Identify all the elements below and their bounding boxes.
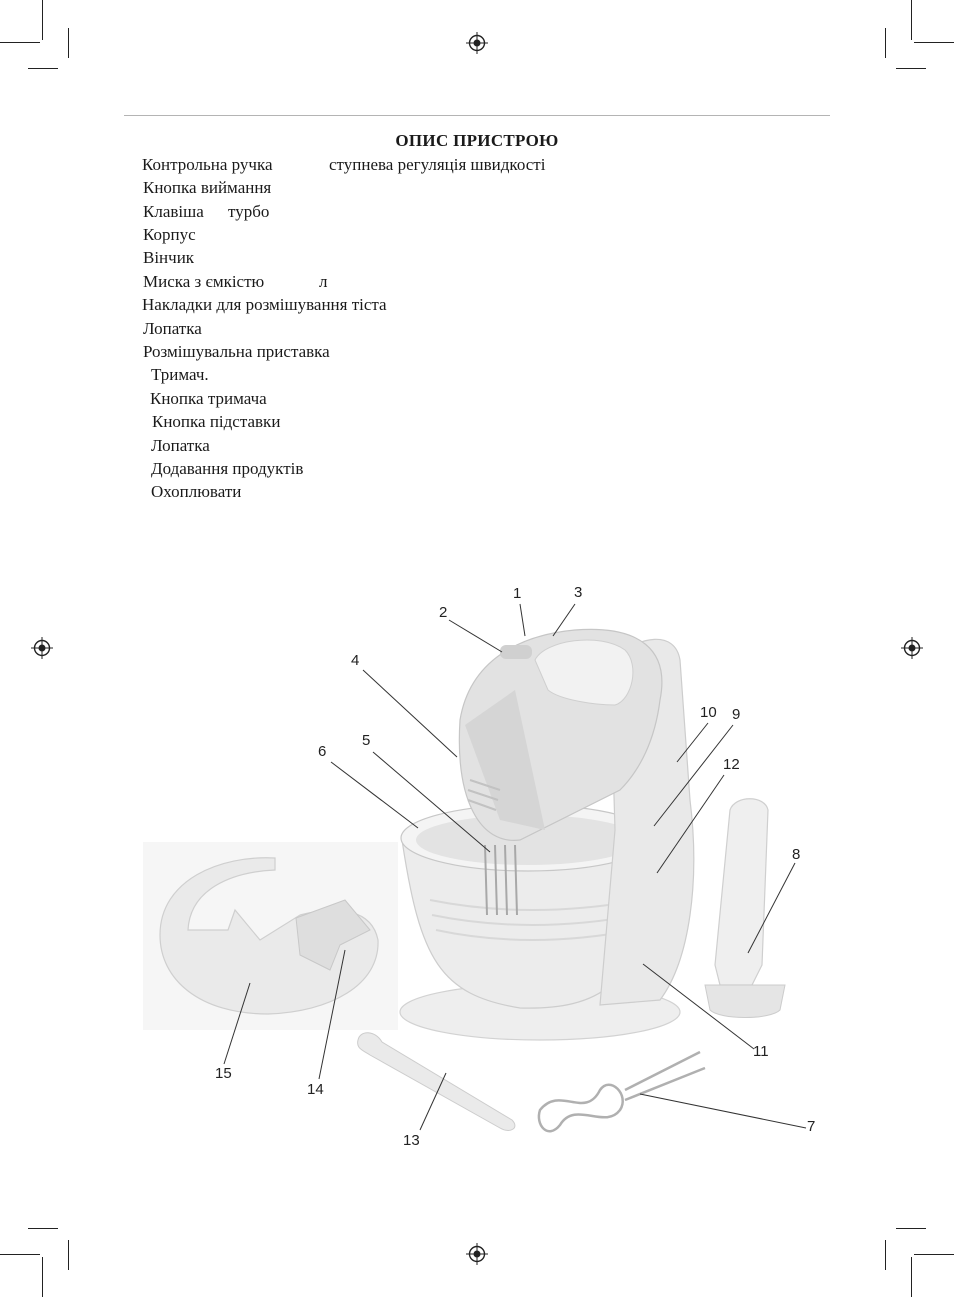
callout-number: 1: [513, 585, 522, 602]
list-item-label: Миска з ємкістю: [143, 272, 265, 291]
list-item-label: Розмішувальна приставка: [143, 342, 330, 361]
list-item-extra: турбо: [228, 202, 270, 221]
list-item-label: Контрольна ручка: [142, 155, 273, 174]
list-item-label: Лопатка: [151, 436, 210, 455]
list-item-extra: ступнева регуляція швидкості: [329, 155, 546, 174]
list-item-label: Лопатка: [143, 319, 202, 338]
spatula: [358, 1033, 515, 1131]
page-title: ОПИС ПРИСТРОЮ: [395, 131, 559, 150]
list-item-label: Кнопка підставки: [152, 412, 281, 431]
callout-number: 9: [732, 706, 741, 723]
splash-guard: [143, 842, 398, 1030]
callout-number: 4: [351, 652, 360, 669]
callout-number: 12: [723, 756, 740, 773]
list-item-label: Охоплювати: [151, 482, 242, 501]
blender-attachment: [705, 799, 785, 1018]
callout-number: 11: [753, 1043, 769, 1060]
callout-number: 8: [792, 846, 801, 863]
list-item-label: Кнопка тримача: [150, 389, 267, 408]
list-item-label: Накладки для розмішування тіста: [142, 295, 387, 314]
list-item-label: Кнопка виймання: [143, 178, 272, 197]
list-item-label: Тримач.: [151, 365, 209, 384]
list-item-label: Клавіша: [143, 202, 204, 221]
callout-number: 13: [403, 1132, 420, 1149]
callout-number: 5: [362, 732, 371, 749]
callout-number: 3: [574, 584, 583, 601]
list-item-label: Корпус: [143, 225, 196, 244]
callout-number: 6: [318, 743, 327, 760]
callout-number: 15: [215, 1065, 232, 1082]
list-item-label: Додавання продуктів: [151, 459, 304, 478]
callout-number: 10: [700, 704, 717, 721]
callout-number: 2: [439, 604, 448, 621]
list-item-label: Вінчик: [143, 248, 195, 267]
dough-hooks: [539, 1052, 705, 1131]
list-item-extra: л: [319, 272, 328, 291]
callout-number: 7: [807, 1118, 816, 1135]
callout-number: 14: [307, 1081, 324, 1098]
